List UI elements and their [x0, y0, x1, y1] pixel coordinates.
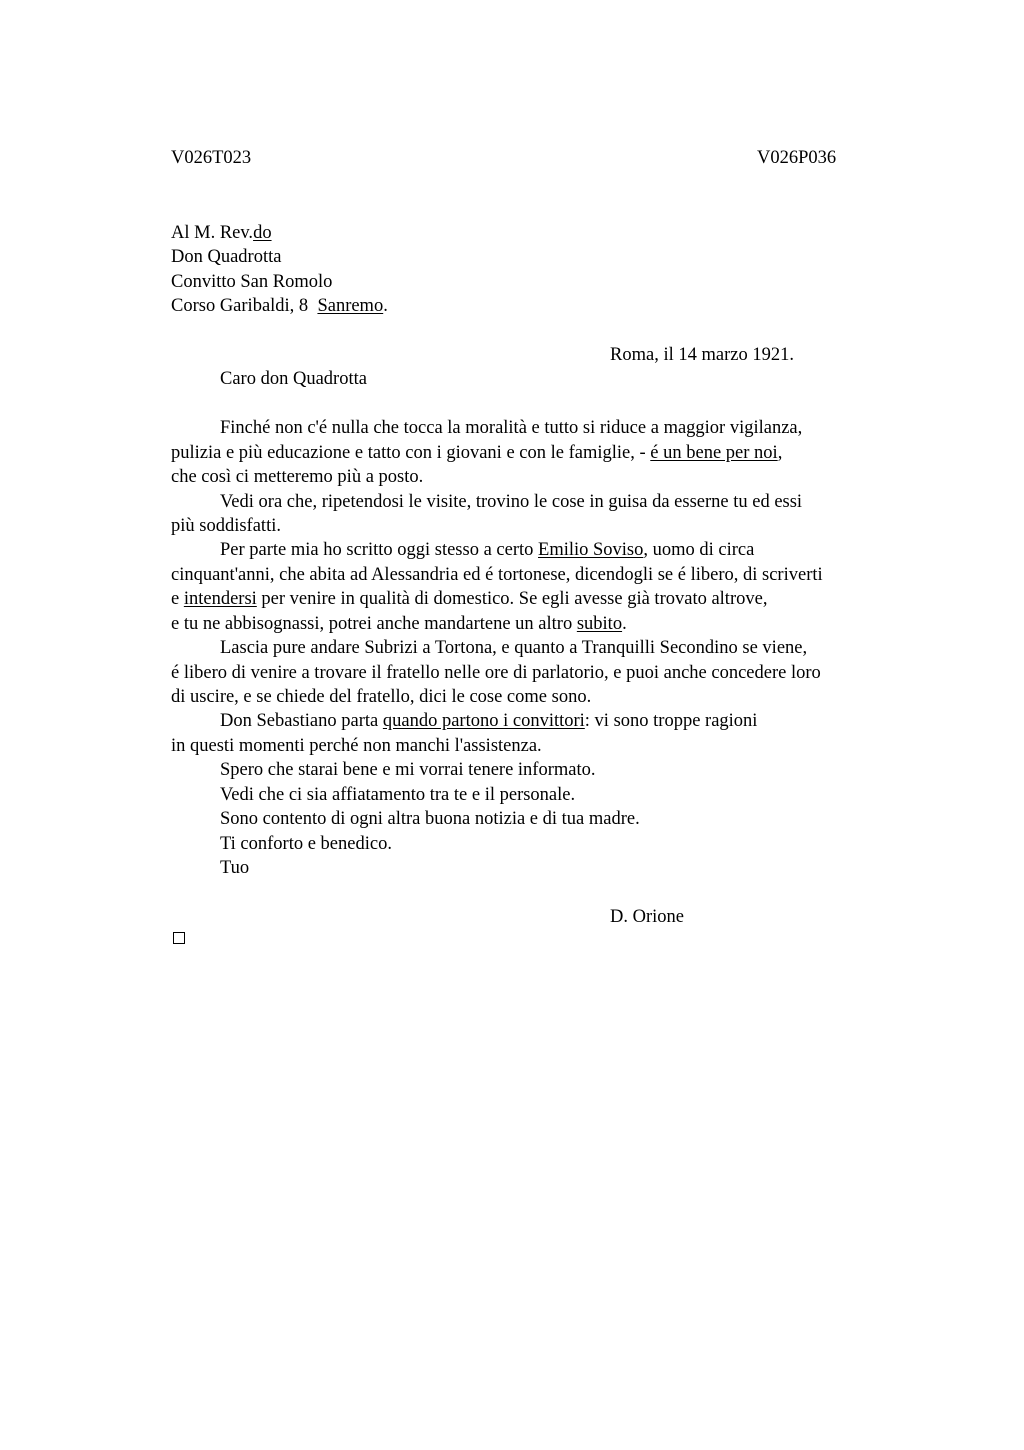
- salutation: Caro don Quadrotta: [220, 369, 367, 389]
- signature: D. Orione: [610, 907, 684, 927]
- body-line: di uscire, e se chiede del fratello, dici le cose come sono.: [171, 687, 592, 707]
- body-line: Per parte mia ho scritto oggi stesso a certo Emilio Soviso, uomo di circa: [220, 540, 755, 560]
- body-line: più soddisfatti.: [171, 516, 281, 536]
- document-code-left: V026T023: [171, 148, 252, 168]
- body-line: Finché non c'é nulla che tocca la moralità e tutto si riduce a maggior vigilanza,: [220, 418, 803, 438]
- body-line: Vedi ora che, ripetendosi le visite, trovino le cose in guisa da esserne tu ed essi: [220, 492, 803, 512]
- body-line: Vedi che ci sia affiatamento tra te e il personale.: [220, 785, 576, 805]
- body-line: e intendersi per venire in qualità di domestico. Se egli avesse già trovato altrove,: [171, 589, 768, 609]
- address-line-4: Corso Garibaldi, 8 Sanremo.: [171, 296, 388, 316]
- address-line-3: Convitto San Romolo: [171, 272, 333, 292]
- body-line: Spero che starai bene e mi vorrai tenere informato.: [220, 760, 596, 780]
- checkbox-square-icon: [173, 932, 185, 944]
- address-line-1: Al M. Rev.do: [171, 223, 272, 243]
- body-line: Don Sebastiano parta quando partono i convittori: vi sono troppe ragioni: [220, 711, 758, 731]
- address-line-2: Don Quadrotta: [171, 247, 282, 267]
- body-line: pulizia e più educazione e tatto con i giovani e con le famiglie, - é un bene per noi,: [171, 443, 783, 463]
- body-line: Sono contento di ogni altra buona notizia e di tua madre.: [220, 809, 640, 829]
- document-code-right: V026P036: [757, 148, 837, 168]
- body-line: Tuo: [220, 858, 250, 878]
- body-line: Lascia pure andare Subrizi a Tortona, e quanto a Tranquilli Secondino se viene,: [220, 638, 808, 658]
- letter-date: Roma, il 14 marzo 1921.: [610, 345, 794, 365]
- body-line: in questi momenti perché non manchi l'assistenza.: [171, 736, 542, 756]
- body-line: che così ci metteremo più a posto.: [171, 467, 424, 487]
- body-line: Ti conforto e benedico.: [220, 834, 392, 854]
- body-line: cinquant'anni, che abita ad Alessandria ed é tortonese, dicendogli se é libero, di scriverti: [171, 565, 823, 585]
- body-line: é libero di venire a trovare il fratello nelle ore di parlatorio, e puoi anche concedere loro: [171, 663, 821, 683]
- body-line: e tu ne abbisognassi, potrei anche mandartene un altro subito.: [171, 614, 627, 634]
